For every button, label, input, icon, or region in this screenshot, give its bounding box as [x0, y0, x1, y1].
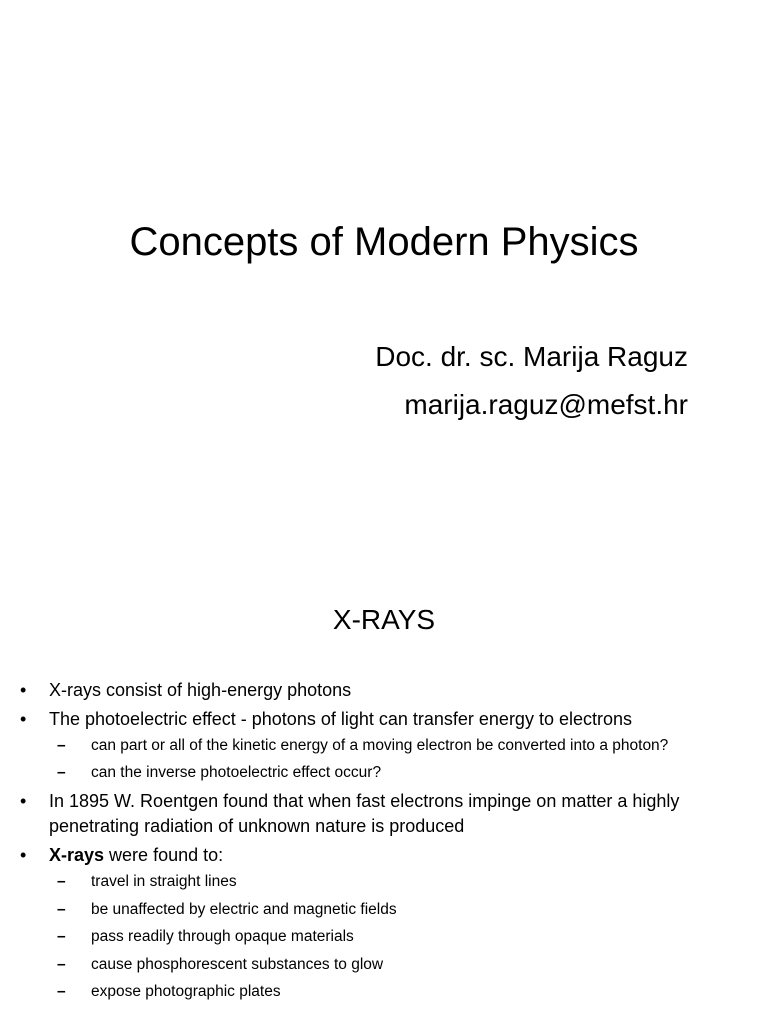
sub-bullet-text: expose photographic plates [91, 982, 281, 1000]
sub-bullet-text: be unaffected by electric and magnetic fields [91, 900, 397, 918]
bullet-icon: • [20, 680, 27, 700]
sub-bullet-text: can the inverse photoelectric effect occur? [91, 764, 382, 782]
dash-icon: – [57, 764, 66, 782]
bullet-icon: • [20, 791, 27, 812]
bullet-item [20, 843, 750, 1004]
sub-bullet-text: pass readily through opaque materials [91, 928, 354, 946]
bullet-list [20, 678, 750, 1008]
sub-bullet-list [49, 734, 750, 785]
bullet-icon: • [20, 845, 27, 866]
dash-icon: – [57, 737, 66, 754]
sub-bullet-item [57, 980, 758, 1004]
x-rays-slide [0, 576, 768, 1024]
dash-icon: – [57, 873, 66, 891]
bullet-item [20, 789, 750, 839]
sub-bullet-item [57, 898, 758, 922]
dash-icon: – [57, 955, 66, 973]
bullet-text: The photoelectric effect - photons of light can transfer energy to electrons [49, 709, 632, 729]
sub-bullet-item [57, 761, 758, 785]
bullet-text: X-rays consist of high-energy photons [49, 680, 352, 700]
sub-bullet-text: travel in straight lines [91, 873, 237, 891]
sub-bullet-item [57, 953, 758, 977]
slide-title: X-RAYS [332, 604, 436, 635]
bullet-icon: • [20, 709, 27, 729]
bullet-bold-text: X-rays [49, 845, 105, 866]
presentation-title: Concepts of Modern Physics [129, 220, 639, 264]
bullet-item [20, 707, 750, 785]
sub-bullet-list [49, 870, 750, 1004]
dash-icon: – [57, 928, 66, 946]
sub-bullet-item [57, 870, 758, 894]
sub-bullet-item [57, 734, 758, 758]
sub-bullet-text: cause phosphorescent substances to glow [91, 955, 384, 973]
bullet-text: were found to: [104, 845, 224, 866]
dash-icon: – [57, 982, 66, 1000]
dash-icon: – [57, 900, 66, 918]
author-name: Doc. dr. sc. Marija Raguz [375, 341, 688, 372]
sub-bullet-item [57, 925, 758, 949]
author-email: marija.raguz@mefst.hr [404, 389, 688, 420]
bullet-item [20, 678, 750, 703]
bullet-text: In 1895 W. Roentgen found that when fast electrons impinge on matter a highly penetrating radiation of unknown nature is produced [49, 791, 680, 837]
sub-bullet-text: can part or all of the kinetic energy of a moving electron be converted into a photon? [91, 737, 669, 754]
author-block [375, 333, 688, 429]
